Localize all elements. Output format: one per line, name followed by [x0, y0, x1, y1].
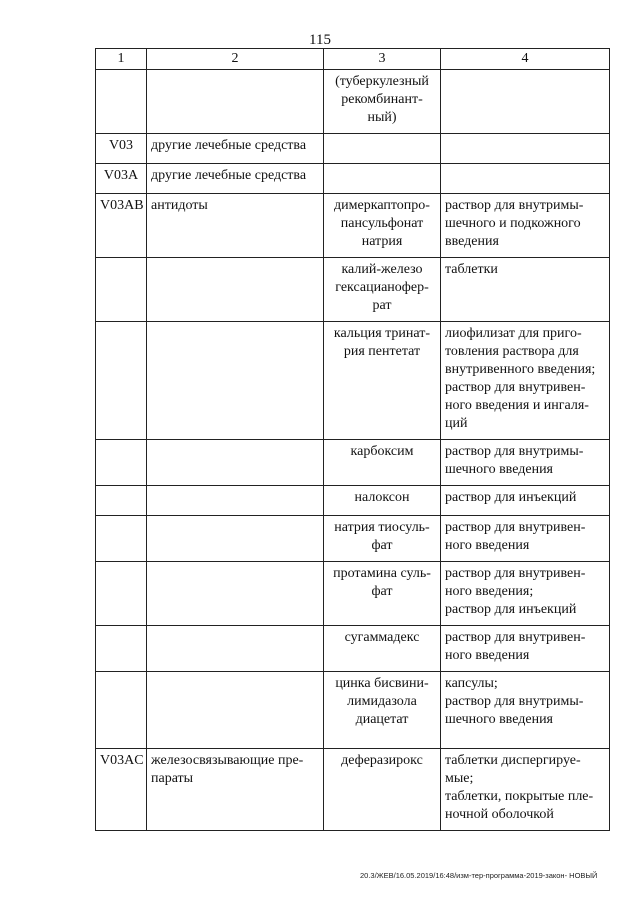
- dosage-form-cell: [441, 134, 610, 164]
- group-name-cell: другие лечебные средства: [147, 134, 324, 164]
- code-cell: V03A: [96, 164, 147, 194]
- group-name-cell: [147, 258, 324, 322]
- drug-name-cell: [324, 164, 441, 194]
- drug-name-cell: (туберкулезный рекомбинант- ный): [324, 70, 441, 134]
- dosage-form-cell: раствор для внутримы- шечного введения: [441, 440, 610, 486]
- drug-name-cell: протамина суль- фат: [324, 562, 441, 626]
- group-name-cell: железосвязывающие пре- параты: [147, 749, 324, 831]
- drug-name-cell: [324, 134, 441, 164]
- dosage-form-cell: капсулы; раствор для внутримы- шечного введения: [441, 672, 610, 749]
- header-cell-2: 2: [147, 49, 324, 70]
- table-row: [96, 672, 610, 749]
- dosage-form-cell: таблетки: [441, 258, 610, 322]
- dosage-form-cell: раствор для внутривен- ного введения; раствор для инъекций: [441, 562, 610, 626]
- table-row: [96, 516, 610, 562]
- table-row: [96, 194, 610, 258]
- dosage-form-cell: таблетки диспергируе- мые; таблетки, покрытые пле- ночной оболочкой: [441, 749, 610, 831]
- dosage-form-cell: раствор для внутривен- ного введения: [441, 626, 610, 672]
- footer-file-path: 20.3/ЖЕВ/16.05.2019/16:48/изм-тер-программа-2019-закон- НОВЫЙ: [360, 871, 598, 880]
- dosage-form-cell: лиофилизат для приго- товления раствора для внутривенного введения; раствор для внутривен- ного введения и ингаля- ций: [441, 322, 610, 440]
- table-row: [96, 164, 610, 194]
- dosage-form-cell: раствор для инъекций: [441, 486, 610, 516]
- drug-name-cell: димеркаптопро- пансульфонат натрия: [324, 194, 441, 258]
- code-cell: [96, 562, 147, 626]
- code-cell: [96, 672, 147, 749]
- table-row: [96, 486, 610, 516]
- table-row: [96, 258, 610, 322]
- code-cell: [96, 322, 147, 440]
- group-name-cell: антидоты: [147, 194, 324, 258]
- table-row: [96, 440, 610, 486]
- code-cell: [96, 70, 147, 134]
- table-row: [96, 70, 610, 134]
- drug-name-cell: натрия тиосуль- фат: [324, 516, 441, 562]
- header-cell-4: 4: [441, 49, 610, 70]
- page-number: 115: [309, 32, 331, 48]
- group-name-cell: [147, 562, 324, 626]
- group-name-cell: [147, 322, 324, 440]
- drug-name-cell: калий-железо гексацианофер- рат: [324, 258, 441, 322]
- drug-name-cell: цинка бисвини- лимидазола диацетат: [324, 672, 441, 749]
- group-name-cell: другие лечебные средства: [147, 164, 324, 194]
- code-cell: [96, 258, 147, 322]
- code-cell: V03AB: [96, 194, 147, 258]
- dosage-form-cell: раствор для внутримы- шечного и подкожного введения: [441, 194, 610, 258]
- dosage-form-cell: [441, 70, 610, 134]
- header-cell-3: 3: [324, 49, 441, 70]
- code-cell: [96, 626, 147, 672]
- code-cell: V03AC: [96, 749, 147, 831]
- group-name-cell: [147, 70, 324, 134]
- header-cell-1: 1: [96, 49, 147, 70]
- drug-name-cell: карбоксим: [324, 440, 441, 486]
- drug-name-cell: сугаммадекс: [324, 626, 441, 672]
- medications-table: [95, 48, 610, 831]
- group-name-cell: [147, 626, 324, 672]
- drug-name-cell: налоксон: [324, 486, 441, 516]
- header-row: [96, 49, 610, 70]
- dosage-form-cell: раствор для внутривен- ного введения: [441, 516, 610, 562]
- drug-name-cell: кальция тринат- рия пентетат: [324, 322, 441, 440]
- code-cell: V03: [96, 134, 147, 164]
- group-name-cell: [147, 672, 324, 749]
- code-cell: [96, 440, 147, 486]
- group-name-cell: [147, 516, 324, 562]
- table-row: [96, 562, 610, 626]
- table-row: [96, 626, 610, 672]
- code-cell: [96, 486, 147, 516]
- table-row: [96, 322, 610, 440]
- table-body: [96, 49, 610, 831]
- table-row: [96, 134, 610, 164]
- table-row: [96, 749, 610, 831]
- dosage-form-cell: [441, 164, 610, 194]
- drug-name-cell: деферазирокс: [324, 749, 441, 831]
- group-name-cell: [147, 440, 324, 486]
- code-cell: [96, 516, 147, 562]
- group-name-cell: [147, 486, 324, 516]
